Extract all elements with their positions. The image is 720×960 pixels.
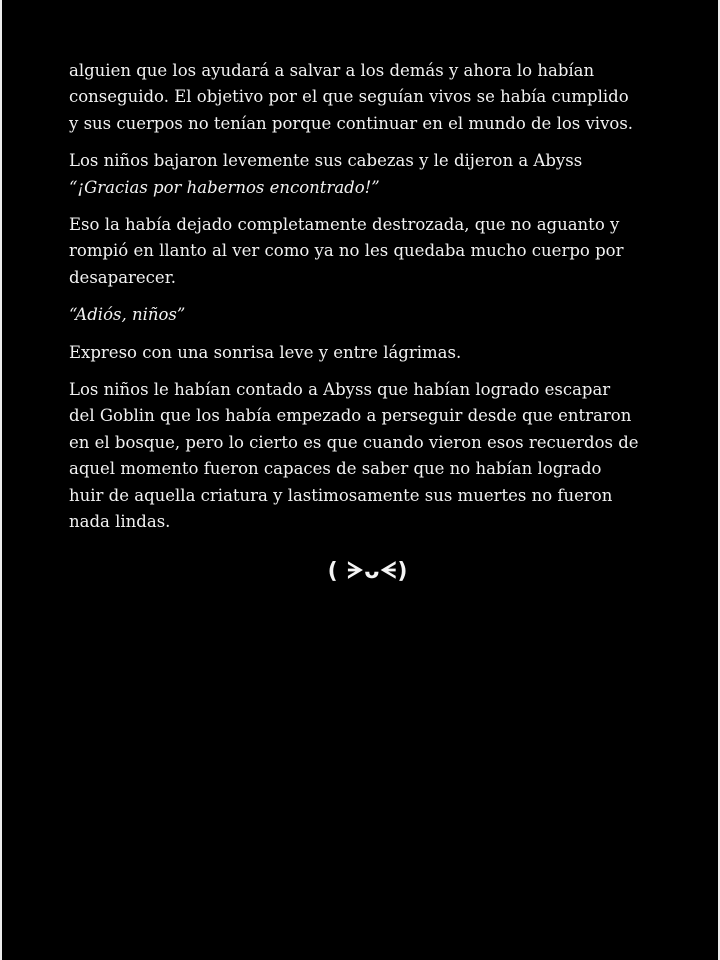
text-line: del Goblin que los había empezado a perseguir desde que entraron bbox=[69, 406, 632, 426]
story-text-body bbox=[69, 58, 669, 586]
text-line: rompió en llanto al ver como ya no les quedaba mucho cuerpo por bbox=[69, 241, 624, 261]
paragraph-3 bbox=[69, 212, 669, 291]
text-line: Los niños le habían contado a Abyss que habían logrado escapar bbox=[69, 380, 611, 400]
left-edge-line bbox=[0, 0, 2, 960]
text-line: Los niños bajaron levemente sus cabezas y le dijeron a Abyss bbox=[69, 151, 583, 171]
paragraph-5 bbox=[69, 340, 669, 366]
text-line: alguien que los ayudará a salvar a los demás y ahora lo habían bbox=[69, 61, 595, 80]
paragraph-2 bbox=[69, 148, 669, 201]
crying-emoticon: ( ᗒᴗᗕ) bbox=[327, 558, 409, 584]
paragraph-1 bbox=[69, 58, 669, 137]
paragraph-4 bbox=[69, 302, 669, 328]
text-line: Expreso con una sonrisa leve y entre lágrimas. bbox=[69, 342, 462, 362]
text-line: aquel momento fueron capaces de saber que no habían logrado bbox=[69, 459, 602, 479]
dialogue-line: “¡Gracias por habernos encontrado!” bbox=[69, 177, 380, 197]
dialogue-line: “Adiós, niños” bbox=[69, 305, 186, 325]
text-line: y sus cuerpos no tenían porque continuar en el mundo de los vivos. bbox=[69, 113, 634, 133]
text-line: desaparecer. bbox=[69, 267, 177, 287]
text-line: en el bosque, pero lo cierto es que cuando vieron esos recuerdos de bbox=[69, 432, 639, 452]
text-line: huir de aquella criatura y lastimosamente sus muertes no fueron bbox=[69, 485, 613, 505]
text-line: conseguido. El objetivo por el que seguían vivos se había cumplido bbox=[69, 87, 629, 107]
paragraph-6 bbox=[69, 377, 669, 535]
text-line: Eso la había dejado completamente destrozada, que no aguanto y bbox=[69, 215, 620, 235]
text-line: nada lindas. bbox=[69, 512, 171, 532]
